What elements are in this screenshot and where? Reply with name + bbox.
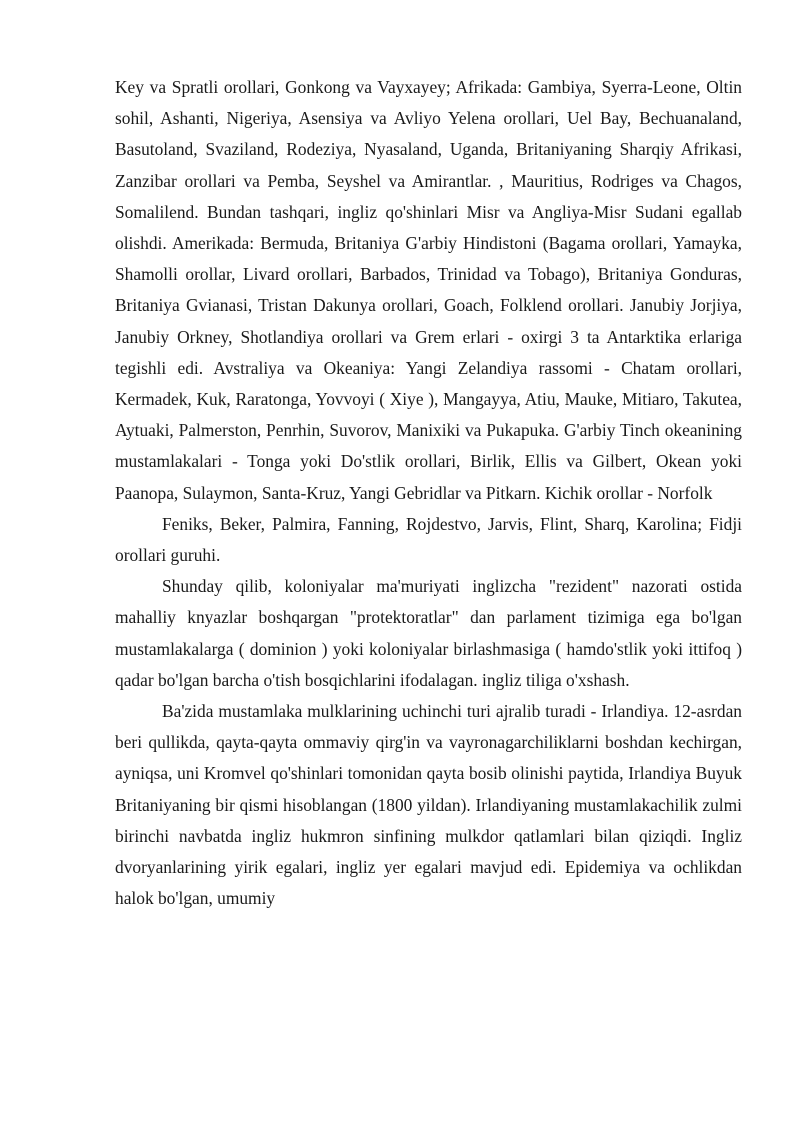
paragraph-fiji-islands: Feniks, Beker, Palmira, Fanning, Rojdestvo, Jarvis, Flint, Sharq, Karolina; Fidji orollari guruhi.: [115, 513, 742, 566]
paragraph-ireland: Ba'zida mustamlaka mulklarining uchinchi turi ajralib turadi - Irlandiya. 12-asrdan beri qullikda, qayta-qayta ommaviy qirg'in va vayronagarchiliklarni boshdan kechirgan, ayniqsa, uni Kromvel qo'shinlari tomonidan qayta bosib olinishi paytida, Irlandiya Buyuk Britaniyaning bir qismi hisoblangan (1800 yildan). Irlandiyaning mustamlakachilik zulmi birinchi navbatda ingliz hukmron sinfining mulkdor qatlamlari bilan qiziqdi. Ingliz dvoryanlarining yirik egalari, ingliz yer egalari mavjud edi. Epidemiya va ochlikdan halok bo'lgan, umumiy: [115, 701, 742, 909]
document-page: [115, 72, 742, 914]
paragraph-colonies-list: Key va Spratli orollari, Gonkong va Vayxayey; Afrikada: Gambiya, Syerra-Leone, Oltin sohil, Ashanti, Nigeriya, Asensiya va Avliyo Yelena orollari, Uel Bay, Bechuanaland, Basutoland, Svaziland, Rodeziya, Nyasaland, Uganda, Britaniyaning Sharqiy Afrikasi, Zanzibar orollari va Pemba, Seyshel va Amirantlar. , Mauritius, Rodriges va Chagos, Somalilend. Bundan tashqari, ingliz qo'shinlari Misr va Angliya-Misr Sudani egallab olishdi. Amerikada: Bermuda, Britaniya G'arbiy Hindistoni (Bagama orollari, Yamayka, Shamolli orollar, Livard orollari, Barbados, Trinidad va Tobago), Britaniya Gonduras, Britaniya Gvianasi, Tristan Dakunya orollari, Goach, Folklend orollari. Janubiy Jorjiya, Janubiy Orkney, Shotlandiya orollari va Grem erlari - oxirgi 3 ta Antarktika erlariga tegishli edi. Avstraliya va Okeaniya: Yangi Zelandiya rassomi - Chatam orollari, Kermadek, Kuk, Raratonga, Yovvoyi ( Xiye ), Mangayya, Atiu, Mauke, Mitiaro, Takutea, Aytuaki, Palmerston, Penrhin, Suvorov, Manixiki va Pukapuka. G'arbiy Tinch okeanining mustamlakalari - Tonga yoki Do'stlik orollari, Birlik, Ellis va Gilbert, Okean yoki Paanopa, Sulaymon, Santa-Kruz, Yangi Gebridlar va Pitkarn. Kichik orollar - Norfolk: [115, 77, 742, 503]
paragraph-administration: Shunday qilib, koloniyalar ma'muriyati inglizcha "rezident" nazorati ostida mahalliy knyazlar boshqargan "protektoratlar" dan parlament tizimiga ega bo'lgan mustamlakalarga ( dominion ) yoki koloniyalar birlashmasiga ( hamdo'stlik yoki ittifoq ) qadar bo'lgan barcha o'tish bosqichlarini ifodalagan. ingliz tiliga o'xshash.: [115, 576, 742, 690]
